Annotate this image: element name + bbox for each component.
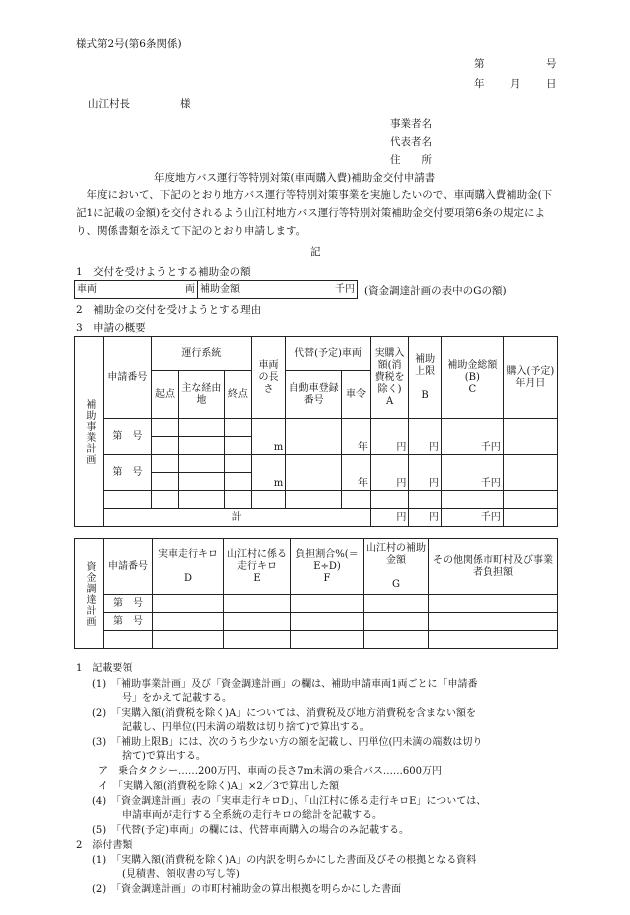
date-day: 日 [546,78,557,90]
ki-marker: 記 [310,246,321,258]
amount-label: 補助金額 [200,283,240,295]
col-start: 起点 [152,371,179,419]
honorific: 様 [180,98,191,110]
note-heading-1: 1 記載要領 [76,663,133,674]
note-1-1b: 号」をかえて記載する。 [122,693,232,704]
intro-paragraph: 年度において、下記のとおり地方バス運行等特別対策事業を実施したいので、車両購入費補助金(下記1に記載の金額)を交付されるよう山江村地方バス運行等特別対策補助金交付要項第6条の規定により、関係書類を添えて下記のとおり申請します。 [76,189,553,237]
total-row: 計 円 円 千円 [75,509,558,527]
subsidy-amount-table [74,280,358,299]
amount-note: (資金調達計画の表中のGの額) [364,285,507,297]
amount-unit: 千円 [335,283,355,295]
note-1-3b: 捨て)で算出する。 [122,751,206,762]
vehicle-cell [75,281,198,299]
fund-col-village-amt: 山江村の補助金額 G [364,539,429,595]
fund-col-run-km: 実車走行キロ D [153,539,224,595]
section3-heading: 3 申請の概要 [76,322,146,334]
col-reg: 自動車登録番号 [286,371,342,419]
fund-col-village-km: 山江村に係る走行キロ E [224,539,291,595]
vehicle-label: 車両 [77,283,97,295]
note-1-2b: 記載し、円単位(円未満の端数は切り捨て)で算出する。 [122,722,370,733]
plan-table [74,336,558,527]
address-label: 住 所 [390,154,432,166]
funding-table [74,538,558,649]
total-label: 計 [103,509,370,527]
fund-col-app-no: 申請番号 [104,539,153,595]
table-row: 第 号 [75,595,558,613]
section1-heading: 1 交付を受けようとする補助金の額 [76,266,251,278]
col-end: 終点 [225,371,252,419]
col-cost: 実購入額(消費税を除く) A [370,337,409,419]
col-route: 運行系統 [152,337,252,371]
document-title: 年度地方バス運行等特別対策(車両購入費)補助金交付申請書 [154,172,436,184]
note-2-1b: (見積書、領収書の写し等) [122,869,240,880]
section2-heading: 2 補助金の交付を受けようとする理由 [76,304,262,316]
row1-no: 第 号 [103,419,151,455]
col-length: 車両の長さ [251,337,286,419]
col-age: 車令 [342,371,371,419]
doc-no-label: 第 [474,58,485,70]
note-1-4b: 申請車両が走行する全系統の走行キロの総計を記載する。 [122,810,382,821]
note-2-2: (2) 「資金調達計画」の市町村補助金の算出根拠を明らかにした書面 [92,884,402,895]
note-1-2: (2) 「実購入額(消費税を除く)A」については、消費税及び地方消費税を含まない額を [92,708,476,719]
doc-no-suffix: 号 [546,58,557,70]
note-2-1: (1) 「実購入額(消費税を除く)A」の内訳を明らかにした書面及びその根拠となる資料 [92,855,477,866]
note-1-1: (1) 「補助事業計画」及び「資金調達計画」の欄は、補助申請車両1両ごとに「申請番 [92,679,478,690]
note-1-5: (5) 「代替(予定)車両」の欄には、代替車両購入の場合のみ記載する。 [92,825,409,836]
col-purchase: 購入(予定)年月日 [503,337,557,419]
table-row: 第 号 m 年 円 円 千円 [75,455,558,473]
note-1-3: (3) 「補助上限B」には、次のうち少ない方の額を記載し、円単位(円未満の端数は切り [92,737,483,748]
col-total: 補助金総額 (B) C [441,337,503,419]
business-name-label: 事業者名 [390,118,432,130]
table-row: 第 号 m 年 円 円 千円 [75,419,558,437]
representative-label: 代表者名 [390,136,432,148]
note-1-3c: ア 乗合タクシー……200万円、車両の長さ7m未満の乗合バス……600万円 [98,766,443,777]
col-limit: 補助上限 B [409,337,442,419]
addressee: 山江村長 [88,98,130,110]
table-row: 第 号 [75,613,558,631]
note-1-3d: イ 「実購入額(消費税を除く)A」×2／3で算出した額 [98,781,340,792]
date-year: 年 [474,78,485,90]
col-replace: 代替(予定)車両 [286,337,371,371]
plan-side-label: 補助事業計画 [75,337,104,527]
note-heading-2: 2 添付書類 [76,840,133,851]
fund-side-label: 資金調達計画 [75,539,104,649]
fund-col-other: その他関係市町村及び事業者負担額 [429,539,558,595]
note-1-4: (4) 「資金調達計画」表の「実車走行キロD」、「山江村に係る走行キロE」については、 [92,796,487,807]
col-app-no: 申請番号 [103,337,151,419]
fund-col-ratio: 負担割合%(＝E÷D) F [291,539,364,595]
amount-cell [198,281,358,299]
row2-no: 第 号 [103,455,151,491]
col-via: 主な経由地 [178,371,224,419]
vehicle-unit: 両 [185,283,195,295]
form-number: 様式第2号(第6条関係) [76,38,182,50]
date-month: 月 [510,78,521,90]
